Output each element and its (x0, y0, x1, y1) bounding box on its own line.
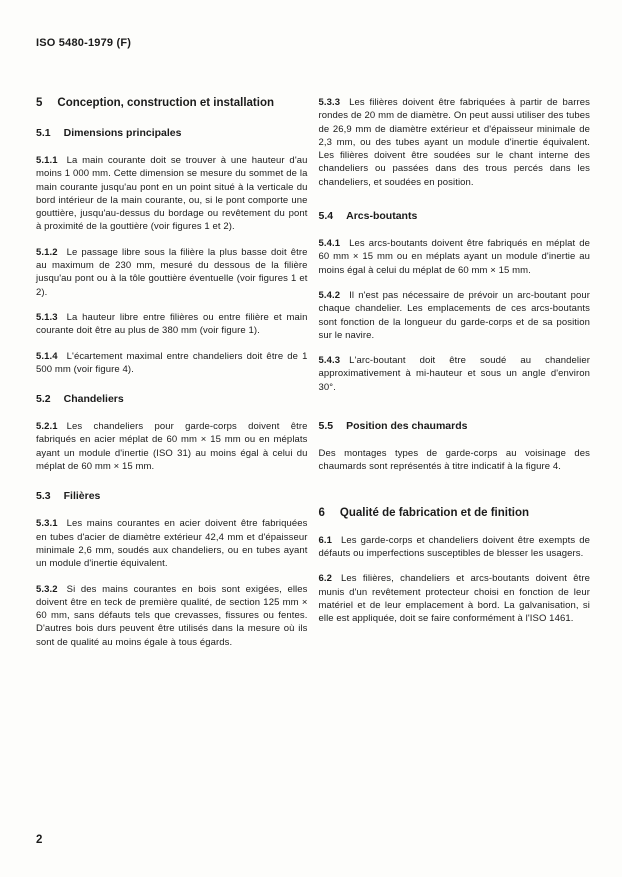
clause-number: 5.3.2 (36, 583, 58, 595)
clause-text: Les mains courantes en acier doivent être fabriquées en tubes d'acier de diamètre extérieur 42,4 mm et d'épaisseur minimale 2,6 mm, soudés aux chandeliers, ou en tubes ayant un module d'inertie équivalent. (36, 518, 308, 570)
clause-number: 5.3 (36, 490, 51, 503)
clause-5-1-2 (36, 246, 308, 299)
clause-text: Les chandeliers pour garde-corps doivent être fabriqués en acier méplat de 60 mm × 15 mm ou en méplats ayant un module d'inertie (ISO 31) au moins égal à celui du méplat de 60 mm × 15 mm. (36, 421, 308, 473)
clause-5-3-3 (319, 96, 591, 189)
section-number: 5 (36, 97, 43, 109)
clause-5-4-heading (319, 210, 591, 223)
page-number: 2 (36, 834, 43, 846)
clause-number: 5.2 (36, 393, 51, 406)
clause-text: Le passage libre sous la filière la plus basse doit être au maximum de 230 mm, mesuré du dessous de la filière jusqu'au pont ou à la tôle gouttière éventuelle (voir figures 1 et 2). (36, 246, 308, 298)
clause-number: 5.4.1 (318, 238, 341, 250)
clause-number: 5.3.3 (318, 97, 341, 108)
clause-5-3-2 (36, 583, 308, 649)
clause-5-2-1 (36, 420, 308, 473)
clause-number: 5.4.3 (318, 355, 341, 367)
clause-number: 5.1.3 (36, 311, 58, 323)
clause-number: 5.1.4 (36, 350, 58, 362)
section-6-heading (319, 506, 591, 520)
clause-number: 5.1.1 (36, 155, 58, 166)
clause-number: 5.3.1 (36, 518, 58, 530)
clause-title: Position des chaumards (346, 420, 468, 433)
clause-text: Si des mains courantes en bois sont exigées, elles doivent être en teck de première qualité, de section 125 mm × 60 mm, sans défauts tels que crevasses, fissures ou fentes. D'autres bois durs peuvent être utilisés dans la mesure où ils sont de qualité au moins égale à tous égards. (36, 583, 308, 648)
clause-text: La hauteur libre entre filières ou entre filière et main courante doit être au plus de 380 mm (voir figure 1). (36, 311, 308, 337)
clause-number: 6.2 (318, 573, 333, 585)
clause-5-3-1 (36, 517, 308, 570)
clause-text: L'écartement maximal entre chandeliers doit être de 1 500 mm (voir figure 4). (36, 350, 308, 375)
clause-title: Filières (63, 490, 101, 503)
clause-text: Les filières doivent être fabriquées à partir de barres rondes de 20 mm de diamètre. On peut aussi utiliser des tubes de 26,9 mm de diamètre extérieur et d'épaisseur minimale de 2,3 mm, ou des tubes ayant un module d'inertie équivalent. Les filières doivent être soudées sur le chant interne des chandeliers ou passées dans des trous percés dans les chandeliers, et soudées en position. (318, 97, 590, 188)
section-title: Conception, construction et installation (57, 97, 274, 109)
clause-title: Chandeliers (63, 393, 124, 406)
clause-5-3-heading (36, 490, 308, 503)
clause-title: Arcs-boutants (346, 210, 418, 223)
clause-number: 5.1 (36, 127, 51, 139)
clause-text: Les filières, chandeliers et arcs-boutants doivent être munis d'un revêtement protecteur choisi en fonction de leur matériel et de leur emplacement à bord. La galvanisation, si elle est appliquée, doit se faire conformément à l'ISO 1461. (318, 573, 590, 625)
doc-reference: ISO 5480-1979 (F) (36, 37, 132, 49)
clause-text: Il n'est pas nécessaire de prévoir un arc-boutant pour chaque chandelier. Les emplacements de ces arcs-boutants sont fonction de la longueur du garde-corps et de sa position sur le navire. (318, 289, 590, 341)
clause-text: La main courante doit se trouver à une hauteur d'au moins 1 000 mm. Cette dimension se mesure du sommet de la main courante jusqu'au pont en un point situé à la verticale du bord intérieur de la main courante, ou, si le pont comporte une gouttière, jusqu'au-dessus du bordage ou revêtement du pont à proximité de la gouttière (voir figures 1 et 2). (36, 155, 308, 233)
clause-number: 6.1 (318, 534, 333, 546)
clause-5-5-text (319, 447, 591, 474)
clause-6-2 (319, 572, 591, 625)
clause-5-2-heading (36, 393, 308, 406)
clause-text: Les garde-corps et chandeliers doivent être exempts de défauts ou imperfections susceptibles de blesser les usagers. (318, 534, 590, 559)
section-title: Qualité de fabrication et de finition (339, 506, 530, 519)
clause-number: 5.4 (318, 210, 334, 223)
left-column (36, 96, 308, 649)
clause-text: Des montages types de garde-corps au voisinage des chaumards sont représentés à titre indicatif à la figure 4. (318, 448, 590, 473)
clause-5-1-1 (36, 154, 308, 234)
clause-number: 5.1.2 (36, 246, 58, 258)
clause-number: 5.4.2 (318, 289, 341, 301)
clause-text: Les arcs-boutants doivent être fabriqués en méplat de 60 mm × 15 mm ou en méplats ayant un module d'inertie au moins égal à celui du méplat de 60 mm × 15 mm. (318, 238, 590, 276)
clause-5-1-heading (36, 127, 308, 140)
clause-6-1 (319, 534, 591, 561)
clause-5-1-4 (36, 350, 308, 377)
clause-text: L'arc-boutant doit être soudé au chandelier approximativement à mi-hauteur et sous un angle d'environ 30°. (318, 355, 590, 393)
clause-number: 5.2.1 (36, 421, 58, 433)
clause-5-4-1 (319, 237, 591, 277)
two-column-body (36, 96, 590, 649)
section-5-heading (36, 96, 308, 110)
section-number: 6 (318, 506, 325, 519)
right-column (319, 96, 591, 649)
clause-title: Dimensions principales (63, 127, 182, 139)
clause-number: 5.5 (318, 420, 334, 433)
clause-5-5-heading (319, 420, 591, 433)
clause-5-1-3 (36, 311, 308, 338)
clause-5-4-2 (319, 289, 591, 342)
clause-5-4-3 (319, 354, 591, 394)
